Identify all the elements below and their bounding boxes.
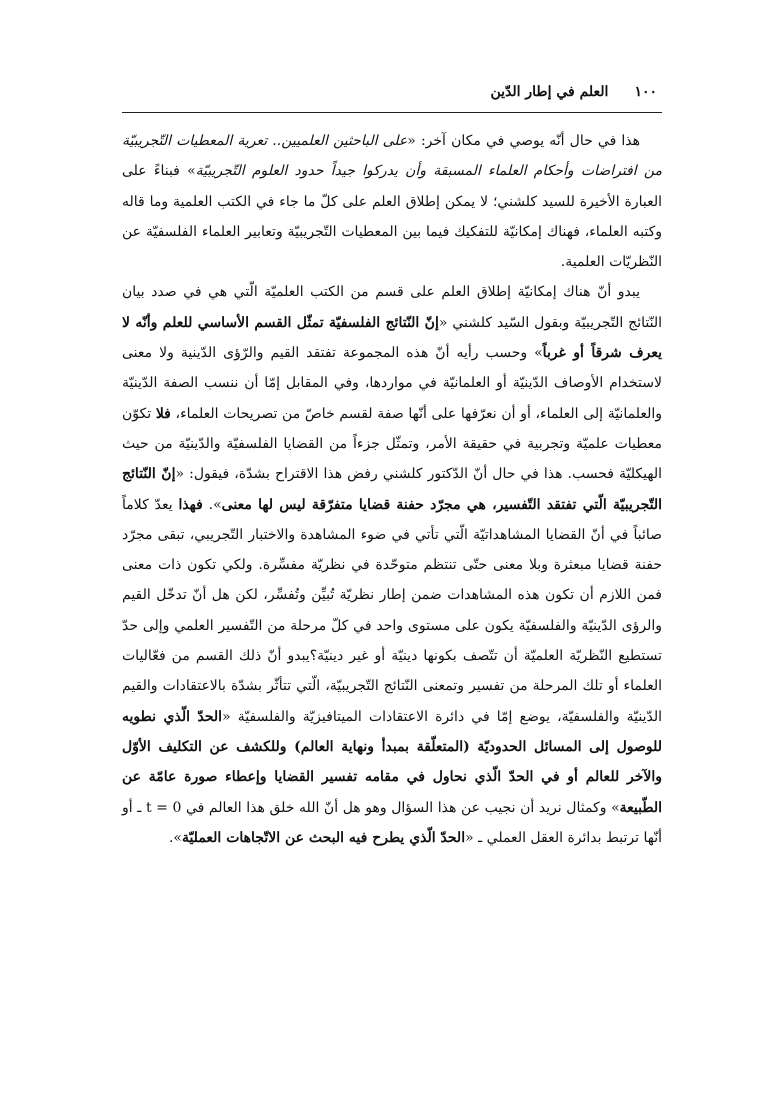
bold-quote: الحدّ الّذي نطويه للوصول إلى المسائل الحدوديّة (المتعلّقة بمبدأ ونهاية العالم) وللكشف عن التكليف الأوّل والآخر للعالم أو في الحدّ الّذي نحاول في مقامه تفسير القضايا وإعطاء صورة عامّة عن الطّبيعة [122,708,662,816]
header-rule [122,112,662,113]
page-number: ١٠٠ [634,84,657,100]
bold-quote: إنّ النّتائج الفلسفيّة تمثّل القسم الأساسي للعلم وأنّه لا يعرف شرقاً أو غرباً [122,314,663,362]
paragraph-1: هذا في حال أنّه يوصي في مكان آخر: «على الباحثين العلميين.. تعرية المعطيات التّجريبيّة من افتراضات وأحكام العلماء المسبقة وأن يدركوا جيداً حدود العلوم التّجريبيّة» فبناءً على العبارة الأخيرة للسيد كلشني؛ لا يمكن إطلاق العلم على كلّ ما جاء في الكتب العلمية وما قاله وكتبه العلماء، فهناك إمكانيّة للتفكيك فيما بين المعطيات التّجريبيّة وتعابير العلماء الفلسفيّة عن النّظريّات العلمية. [122,133,662,271]
italic-quote: على الباحثين العلميين.. تعرية المعطيات التّجريبيّة من افتراضات وأحكام العلماء المسبقة وأن يدركوا جيداً حدود العلوم التّجريبيّة [122,133,662,180]
paragraph-2: يبدو أنّ هناك إمكانيّة إطلاق العلم على قسم من الكتب العلميّة الّتي هي في صدد بيان النّتائج التّجريبيّة وبقول السّيد كلشني «إنّ النّتائج الفلسفيّة تمثّل القسم الأساسي للعلم وأنّه لا يعرف شرقاً أو غرباً» وحسب رأيه أنّ هذه المجموعة تفتقد القيم والرّؤى الدّينية ولا معنى لاستخدام الأوصاف الدّينيّة أو العلمانيّة في مواردها، وفي المقابل إمّا أن ننسب الصفة الدّينيّة والعلمانيّة إلى العلماء، أو أن نعرّفها على أنّها صفة لقسم خاصّ من تصريحات العلماء، فلا تكوّن معطيات علميّة وتجربية في حقيقة الأمر، وتمثّل جزءاً من القضايا الفلسفيّة والدّينيّة من حيث الهيكليّة فحسب. هذا في حال أنّ الدّكتور كلشني رفض هذا الاقتراح بشدّة، فيقول: «إنّ النّتائج التّجريبيّة الّتي تفتقد التّفسير، هي مجرّد حفنة قضايا متفرّقة ليس لها معنى». فهذا يعدّ كلاماً صائباً في أنّ القضايا المشاهداتيّة الّتي تأتي في ضوء المشاهدة والاختبار التّجريبي، تبقى مجرّد حفنة قضايا مبعثرة وبلا معنى حتّى تنتظم متوحّدة في نظريّة مفسِّرة. ولكي تكون ذات معنى فمن اللازم أن تكون هذه المشاهدات ضمن إطار نظريّة تُبيِّن وتُفسِّر، لكن هل أنّ تدخّل القيم والرؤى الدّينيّة والفلسفيّة يكون على مستوى واحد في كلّ مرحلة من التّفسير العلمي وإلى حدّ تستطيع النّظريّة العلميّة أن تتّصف بكونها دينيّة أو غير دينيّة؟يبدو أنّ ذلك القسم من فعّاليات العلماء أو تلك المرحلة من تفسير وتمعنى النّتائج التّجريبيّة، الّتي تتأثّر بشدّة بالاعتقادات والقيم الدّينيّة والفلسفيّة، يوضع إمّا في دائرة الاعتقادات الميتافيزيّة والفلسفيّة «الحدّ الّذي نطويه للوصول إلى المسائل الحدوديّة (المتعلّقة بمبدأ ونهاية العالم) وللكشف عن التكليف الأوّل والآخر للعالم أو في الحدّ الّذي نحاول في مقامه تفسير القضايا وإعطاء صورة عامّة عن الطّبيعة» وكمثال نريد أن نجيب عن هذا السؤال وهو هل أنّ الله خلق هذا العالم في t = 0 ـ أو أنّها ترتبط بدائرة العقل العملي ـ «الحدّ الّذي يطرح فيه البحث عن الاتّجاهات العمليّة». [122,284,663,846]
body-text [122,126,662,853]
running-title: العلم في إطار الدّين [490,84,609,100]
running-header [490,84,657,100]
bold-quote: الحدّ الّذي يطرح فيه البحث عن الاتّجاهات العمليّة [181,829,466,846]
bold-quote: إنّ النّتائج التّجريبيّة الّتي تفتقد التّفسير، هي مجرّد حفنة قضايا متفرّقة ليس لها معنى [122,466,662,513]
